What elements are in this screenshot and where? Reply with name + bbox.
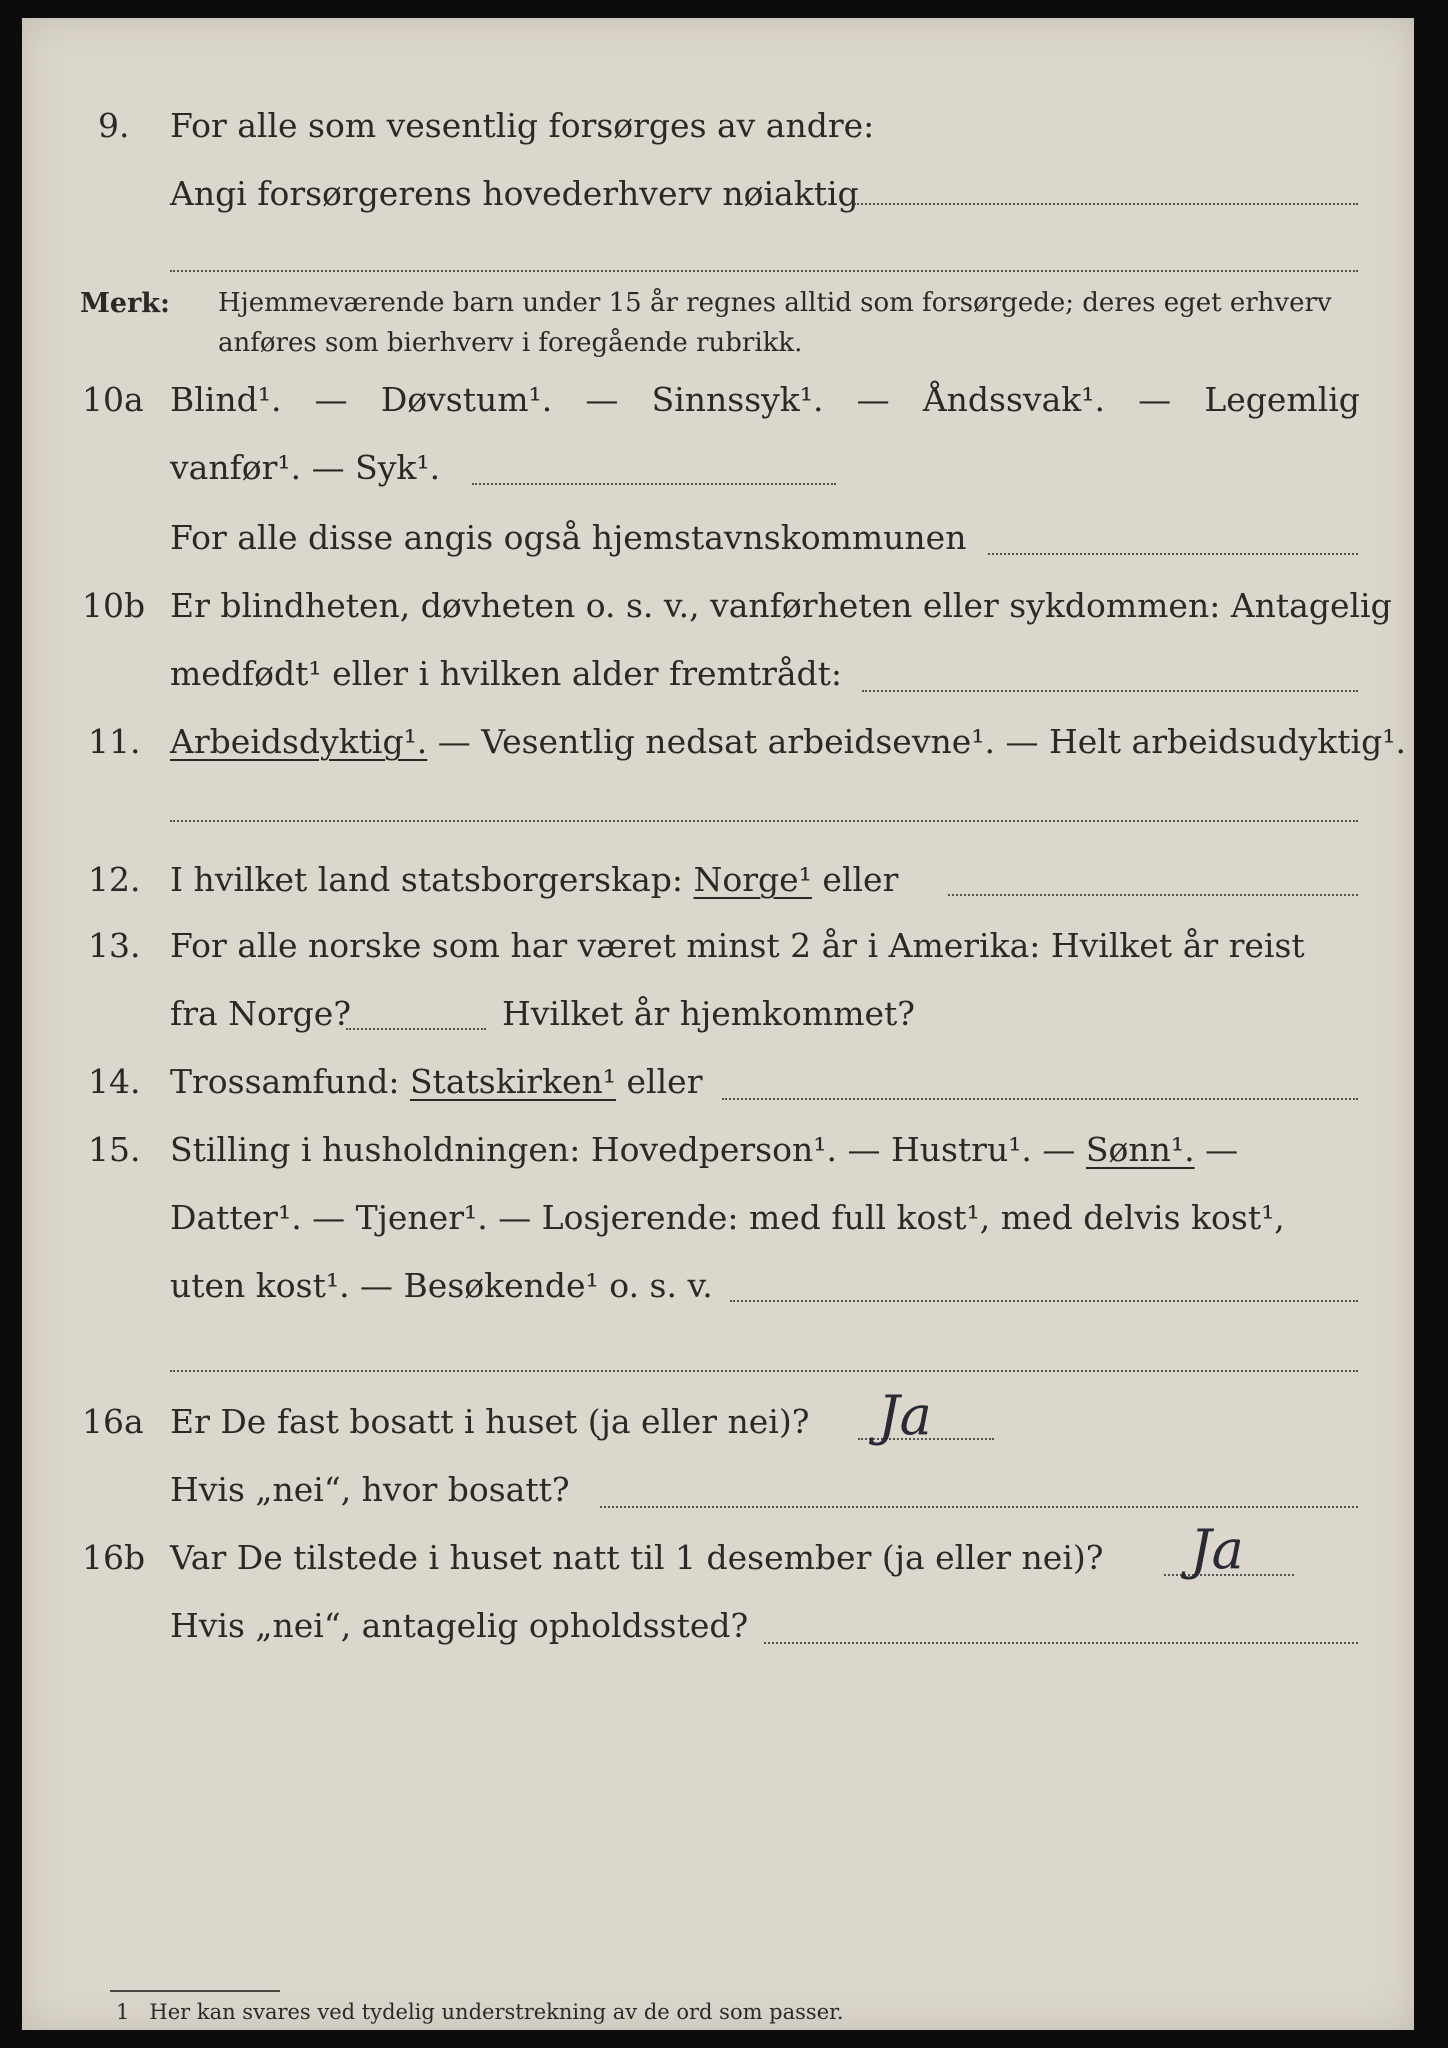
q16b-handwritten-answer: Ja: [1190, 1518, 1244, 1581]
dash: —: [585, 380, 619, 419]
q15-line-2: Datter¹. — Tjener¹. — Losjerende: med full kost¹, med delvis kost¹,: [170, 1198, 1285, 1237]
q11-options: [170, 722, 1406, 761]
merk-text-2: anføres som bierhverv i foregående rubrikk.: [218, 328, 803, 358]
merk-text-1: Hjemmeværende barn under 15 år regnes alltid som forsørgede; deres eget erhverv: [218, 288, 1332, 318]
q16a-row: [22, 1402, 1414, 1462]
q14-suffix: eller: [616, 1062, 703, 1101]
q16a-handwritten-answer: Ja: [878, 1384, 932, 1447]
q12-suffix: eller: [811, 860, 899, 899]
q10b-line-1: Er blindheten, døvheten o. s. v., vanførheten eller sykdommen: Antagelig: [170, 586, 1392, 625]
q10a-line-2: vanfør¹. — Syk¹.: [170, 448, 441, 487]
q12-answer-line[interactable]: [948, 894, 1358, 896]
q10a-row: [22, 380, 1414, 440]
dash: —: [856, 380, 890, 419]
q9-answer-line-2[interactable]: [170, 270, 1358, 272]
option-blind[interactable]: Blind¹.: [170, 380, 282, 419]
q13-reist: fra Norge?: [170, 994, 352, 1033]
q15-answer-line-2[interactable]: [170, 1370, 1358, 1372]
option-legemlig[interactable]: Legemlig: [1204, 380, 1360, 419]
q16b-number: 16b: [82, 1538, 146, 1577]
q15-row-3: [22, 1266, 1414, 1326]
footnote-mark: 1: [116, 2000, 130, 2024]
option-norge-underlined[interactable]: Norge¹: [693, 860, 812, 899]
q16b-row-2: [22, 1606, 1414, 1666]
q13-row: [22, 926, 1414, 986]
q13-number: 13.: [88, 926, 141, 965]
option-arbeidsdyktig-underlined[interactable]: Arbeidsdyktig¹.: [170, 722, 428, 761]
q16a-line-2: Hvis „nei“, hvor bosatt?: [170, 1470, 570, 1509]
q15-line-3: uten kost¹. — Besøkende¹ o. s. v.: [170, 1266, 713, 1305]
q10a-row-3: [22, 518, 1414, 578]
q10a-row-2: [22, 448, 1414, 508]
footnote-row: [22, 2000, 1414, 2030]
q12-prefix: I hvilket land statsborgerskap:: [170, 860, 694, 899]
merk-label: Merk:: [80, 288, 170, 319]
dash: —: [314, 380, 348, 419]
q10a-answer-line[interactable]: [472, 483, 836, 485]
q10b-row-2: [22, 654, 1414, 714]
q16a-bosatt-line[interactable]: [600, 1506, 1358, 1508]
q14-text: [170, 1062, 702, 1101]
q14-number: 14.: [88, 1062, 141, 1101]
q10a-number: 10a: [82, 380, 144, 419]
option-sinnssyk[interactable]: Sinnssyk¹.: [651, 380, 824, 419]
q12-number: 12.: [88, 860, 141, 899]
q10b-answer-line[interactable]: [862, 690, 1358, 692]
q15-prefix: Stilling i husholdningen: Hovedperson¹. — Hustru¹. —: [170, 1130, 1086, 1169]
q10a-hjemstavn-line[interactable]: [988, 553, 1358, 555]
q16a-line-1: Er De fast bosatt i huset (ja eller nei)?: [170, 1402, 810, 1441]
q9-number: 9.: [98, 106, 130, 145]
q14-prefix: Trossamfund:: [170, 1062, 410, 1101]
option-andssvak[interactable]: Åndssvak¹.: [922, 380, 1105, 419]
q10a-line-3: For alle disse angis også hjemstavnskommunen: [170, 518, 967, 557]
q14-answer-line[interactable]: [722, 1098, 1358, 1100]
q13-line-1: For alle norske som har været minst 2 år i Amerika: Hvilket år reist: [170, 926, 1305, 965]
q10b-row: [22, 586, 1414, 646]
merk-row-2: [22, 328, 1414, 368]
q16b-line-1: Var De tilstede i huset natt til 1 desember (ja eller nei)?: [170, 1538, 1104, 1577]
q14-row: [22, 1062, 1414, 1122]
q15-line-1: [170, 1130, 1238, 1169]
q11-answer-line[interactable]: [170, 820, 1358, 822]
option-dovstum[interactable]: Døvstum¹.: [380, 380, 553, 419]
q11-row: [22, 722, 1414, 782]
q10a-options: [170, 380, 1360, 419]
q9-question: For alle som vesentlig forsørges av andre:: [170, 106, 875, 145]
footnote-body: Her kan svares ved tydelig understrekning av de ord som passer.: [149, 2000, 844, 2024]
q16a-number: 16a: [82, 1402, 144, 1441]
q10b-line-2: medfødt¹ eller i hvilken alder fremtrådt:: [170, 654, 843, 693]
q16b-line-2: Hvis „nei“, antagelig opholdssted?: [170, 1606, 749, 1645]
option-sonn-underlined[interactable]: Sønn¹.: [1085, 1130, 1195, 1169]
form-page: [22, 18, 1414, 2030]
merk-row: [22, 288, 1414, 328]
q13-hjemkommet: Hvilket år hjemkommet?: [502, 994, 915, 1033]
q13-reist-line[interactable]: [346, 1028, 486, 1030]
q15-answer-line[interactable]: [730, 1300, 1358, 1302]
footnote-rule: [110, 1990, 280, 1992]
q9-answer-line[interactable]: [854, 203, 1358, 205]
q13-row-2: [22, 994, 1414, 1054]
q11-rest: — Vesentlig nedsat arbeidsevne¹. — Helt arbeidsudyktig¹.: [427, 722, 1406, 761]
q12-row: [22, 860, 1414, 920]
dash: —: [1138, 380, 1172, 419]
q11-number: 11.: [88, 722, 141, 761]
option-statskirken-underlined[interactable]: Statskirken¹: [409, 1062, 617, 1101]
q15-number: 15.: [88, 1130, 141, 1169]
q9-instruction: Angi forsørgerens hovederhverv nøiaktig: [170, 174, 859, 213]
q16b-opholdssted-line[interactable]: [764, 1642, 1358, 1644]
footnote-text: [116, 2000, 844, 2024]
q12-text: [170, 860, 898, 899]
q15-row-2: [22, 1198, 1414, 1258]
q15-row: [22, 1130, 1414, 1190]
q10b-number: 10b: [82, 586, 146, 625]
q15-suffix: —: [1194, 1130, 1239, 1169]
q9-row: [22, 106, 1414, 166]
